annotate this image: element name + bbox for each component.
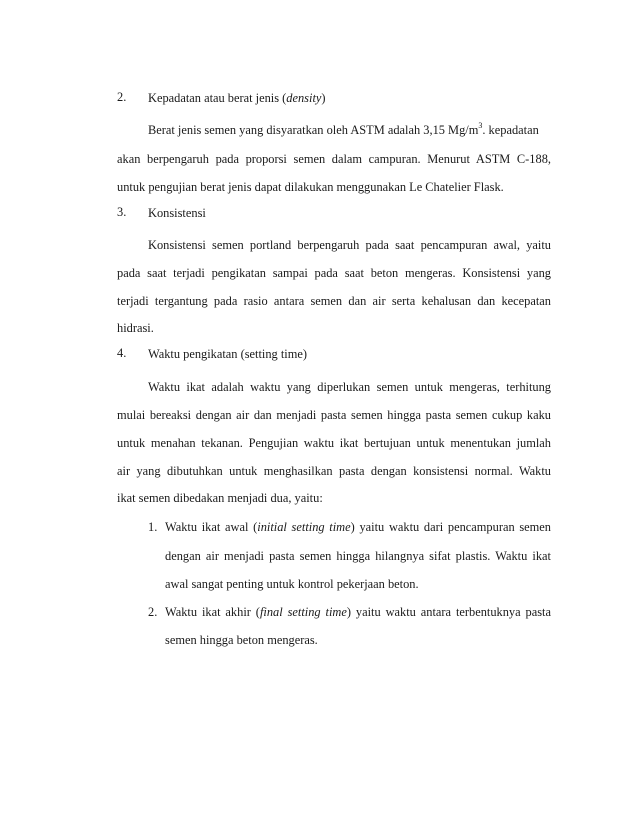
section-2-number: 2.: [117, 90, 127, 104]
paragraph-line: terjadi tergantung pada rasio antara semen dan air serta kehalusan dan kecepatan: [117, 294, 551, 308]
list-item-line: dengan air menjadi pasta semen hingga hilangnya sifat plastis. Waktu ikat: [165, 549, 551, 563]
paragraph-line: pada saat terjadi pengikatan sampai pada saat beton mengeras. Konsistensi yang: [117, 266, 551, 280]
section-4-heading: Waktu pengikatan (setting time): [148, 347, 308, 361]
paragraph-line: Waktu ikat adalah waktu yang diperlukan semen untuk mengeras, terhitung: [148, 380, 551, 394]
paragraph-line: untuk pengujian berat jenis dapat dilakukan menggunakan Le Chatelier Flask.: [117, 180, 504, 194]
list-marker: 2.: [148, 605, 158, 619]
section-3-number: 3.: [117, 205, 127, 219]
list-marker: 1.: [148, 520, 158, 534]
paragraph-line: Berat jenis semen yang disyaratkan oleh ASTM adalah 3,15 $Mg/m^3$. kepadatan: [148, 121, 539, 137]
list-item-line: awal sangat penting untuk kontrol pekerjaan beton.: [165, 577, 419, 591]
section-3-heading: Konsistensi: [148, 206, 206, 220]
section-4-number: 4.: [117, 346, 127, 360]
section-2-heading: Kepadatan atau berat jenis (density): [148, 91, 326, 105]
paragraph-line: untuk menahan tekanan. Pengujian waktu ikat bertujuan untuk menentukan jumlah: [117, 436, 551, 450]
list-item-line: Waktu ikat akhir (final setting time) yaitu waktu antara terbentuknya pasta: [165, 605, 551, 619]
paragraph-line: air yang dibutuhkan untuk menghasilkan pasta dengan konsistensi normal. Waktu: [117, 464, 551, 478]
paragraph-line: ikat semen dibedakan menjadi dua, yaitu:: [117, 491, 323, 505]
list-item-line: semen hingga beton mengeras.: [165, 633, 318, 647]
paragraph-line: mulai bereaksi dengan air dan menjadi pasta semen hingga pasta semen cukup kaku: [117, 408, 551, 422]
paragraph-line: akan berpengaruh pada proporsi semen dalam campuran. Menurut ASTM C-188,: [117, 152, 551, 166]
paragraph-line: Konsistensi semen portland berpengaruh pada saat pencampuran awal, yaitu: [148, 238, 551, 252]
list-item-line: Waktu ikat awal (initial setting time) yaitu waktu dari pencampuran semen: [165, 520, 551, 534]
paragraph-line: hidrasi.: [117, 321, 154, 335]
